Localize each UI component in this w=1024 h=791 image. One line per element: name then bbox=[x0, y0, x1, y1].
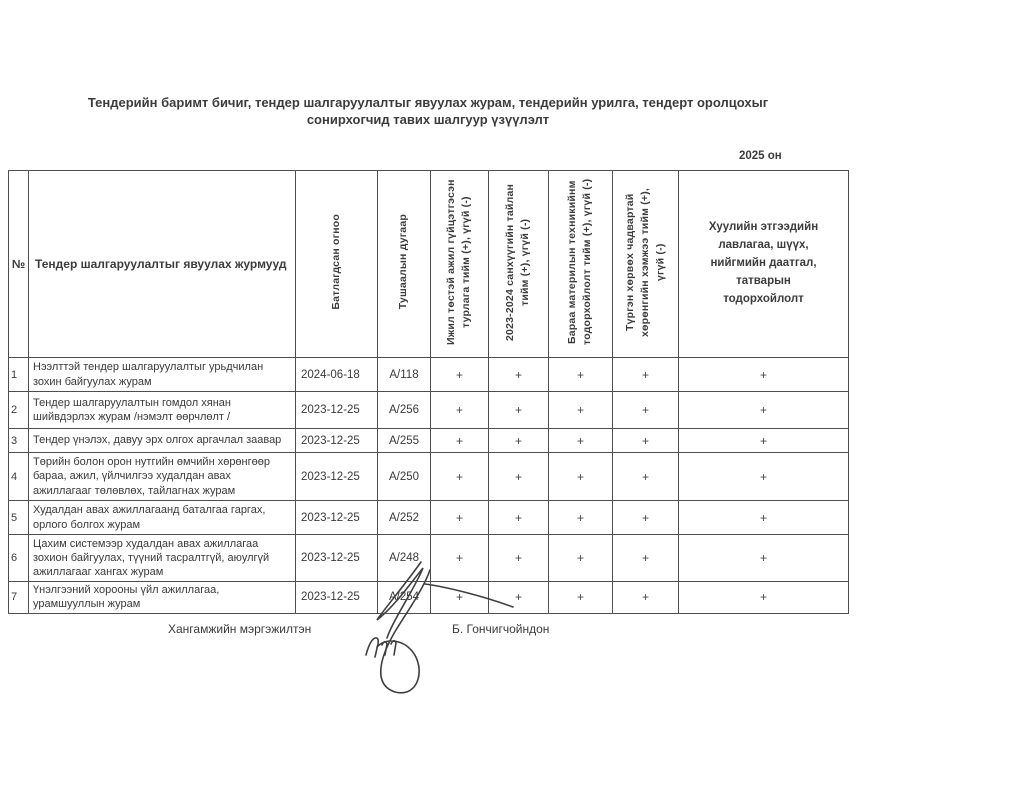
row-number: 3 bbox=[9, 429, 29, 453]
similar-work-mark: + bbox=[431, 582, 489, 614]
col-header-liquid-assets: Түргэн хөрвөх чадвартай хөрөнгийн хэмжээ тийм (+), үгүй (-) bbox=[613, 171, 679, 358]
similar-work-mark: + bbox=[431, 535, 489, 582]
technical-spec-mark: + bbox=[549, 453, 613, 501]
order-number: А/248 bbox=[378, 535, 431, 582]
legal-references-mark: + bbox=[679, 535, 849, 582]
year-label: 2025 он bbox=[739, 150, 782, 162]
liquid-assets-mark: + bbox=[613, 501, 679, 535]
order-number: А/118 bbox=[378, 358, 431, 392]
row-number: 7 bbox=[9, 582, 29, 614]
row-number: 2 bbox=[9, 392, 29, 429]
table-row bbox=[9, 501, 849, 535]
table-row bbox=[9, 358, 849, 392]
col-header-technical-spec: Бараа материлын техникийнм тодорхойлолт тийм (+), үгүй (-) bbox=[549, 171, 613, 358]
table-header-row bbox=[9, 171, 849, 358]
row-number: 1 bbox=[9, 358, 29, 392]
procedure-name: Тендер шалгаруулалтын гомдол хянан шийвдэрлэх журам /нэмэлт өөрчлөлт / bbox=[29, 392, 296, 429]
liquid-assets-mark: + bbox=[613, 582, 679, 614]
approved-date: 2023-12-25 bbox=[296, 453, 378, 501]
row-number: 6 bbox=[9, 535, 29, 582]
table-row bbox=[9, 429, 849, 453]
col-header-number: № bbox=[9, 171, 29, 358]
similar-work-mark: + bbox=[431, 453, 489, 501]
liquid-assets-mark: + bbox=[613, 535, 679, 582]
order-number: А/252 bbox=[378, 501, 431, 535]
legal-references-mark: + bbox=[679, 501, 849, 535]
similar-work-mark: + bbox=[431, 392, 489, 429]
row-number: 5 bbox=[9, 501, 29, 535]
financial-report-mark: + bbox=[489, 392, 549, 429]
col-header-order-number: Тушаалын дугаар bbox=[378, 171, 431, 358]
legal-references-mark: + bbox=[679, 392, 849, 429]
approved-date: 2023-12-25 bbox=[296, 535, 378, 582]
technical-spec-mark: + bbox=[549, 358, 613, 392]
document-title-line1: Тендерийн баримт бичиг, тендер шалгаруулалтыг явуулах журам, тендерийн урилга, тендерт оролцохыг bbox=[87, 95, 769, 110]
procedure-name: Төрийн болон орон нутгийн өмчийн хөрөнгөөр бараа, ажил, үйлчилгээ худалдан авах ажиллагааг төлөвлөх, тайлагнах журам bbox=[29, 453, 296, 501]
order-number: А/256 bbox=[378, 392, 431, 429]
col-header-procedure-name: Тендер шалгаруулалтыг явуулах журмууд bbox=[29, 171, 296, 358]
procedure-name: Цахим системээр худалдан авах ажиллагаа зохион байгуулах, түүний тасралтгүй, аюулгүй ажиллагааг хангах журам bbox=[29, 535, 296, 582]
procedures-table bbox=[8, 170, 849, 614]
table-row bbox=[9, 392, 849, 429]
liquid-assets-mark: + bbox=[613, 358, 679, 392]
financial-report-mark: + bbox=[489, 501, 549, 535]
row-number: 4 bbox=[9, 453, 29, 501]
similar-work-mark: + bbox=[431, 429, 489, 453]
legal-references-mark: + bbox=[679, 582, 849, 614]
similar-work-mark: + bbox=[431, 358, 489, 392]
approved-date: 2024-06-18 bbox=[296, 358, 378, 392]
legal-references-mark: + bbox=[679, 429, 849, 453]
approved-date: 2023-12-25 bbox=[296, 429, 378, 453]
specialist-title: Хангамжийн мэргэжилтэн bbox=[168, 622, 312, 636]
procedure-name: Тендер үнэлэх, давуу эрх олгох аргачлал заавар bbox=[29, 429, 296, 453]
order-number: А/254 bbox=[378, 582, 431, 614]
approved-date: 2023-12-25 bbox=[296, 501, 378, 535]
col-header-legal-references: Хуулийн этгээдийн лавлагаа, шүүх, нийгмийн даатгал, татварын тодорхойлолт bbox=[679, 171, 849, 358]
financial-report-mark: + bbox=[489, 582, 549, 614]
technical-spec-mark: + bbox=[549, 501, 613, 535]
liquid-assets-mark: + bbox=[613, 392, 679, 429]
technical-spec-mark: + bbox=[549, 429, 613, 453]
order-number: А/255 bbox=[378, 429, 431, 453]
financial-report-mark: + bbox=[489, 535, 549, 582]
technical-spec-mark: + bbox=[549, 535, 613, 582]
procedure-name: Худалдан авах ажиллагаанд баталгаа гаргах, орлого болгох журам bbox=[29, 501, 296, 535]
financial-report-mark: + bbox=[489, 358, 549, 392]
financial-report-mark: + bbox=[489, 453, 549, 501]
legal-references-mark: + bbox=[679, 358, 849, 392]
liquid-assets-mark: + bbox=[613, 429, 679, 453]
financial-report-mark: + bbox=[489, 429, 549, 453]
similar-work-mark: + bbox=[431, 501, 489, 535]
col-header-approved-date: Батлагдсан огноо bbox=[296, 171, 378, 358]
liquid-assets-mark: + bbox=[613, 453, 679, 501]
approved-date: 2023-12-25 bbox=[296, 582, 378, 614]
table-row bbox=[9, 453, 849, 501]
technical-spec-mark: + bbox=[549, 582, 613, 614]
document-title-line2: сонирхогчид тавих шалгуур үзүүлэлт bbox=[306, 112, 550, 127]
document-title bbox=[8, 94, 848, 128]
col-header-financial-report: 2023-2024 санхүүгийн тайлан тийм (+), үгүй (-) bbox=[489, 171, 549, 358]
col-header-similar-work: Ижил төстэй ажил гүйцэтгэсэн турлага тийм (+), үгүй (-) bbox=[431, 171, 489, 358]
signer-name: Б. Гончигчойндон bbox=[452, 622, 550, 636]
procedure-name: Нээлттэй тендер шалгаруулалтыг урьдчилан зохин байгуулах журам bbox=[29, 358, 296, 392]
approved-date: 2023-12-25 bbox=[296, 392, 378, 429]
order-number: А/250 bbox=[378, 453, 431, 501]
technical-spec-mark: + bbox=[549, 392, 613, 429]
legal-references-mark: + bbox=[679, 453, 849, 501]
procedure-name: Үнэлгээний хорооны үйл ажиллагаа, урамшууллын журам bbox=[29, 582, 296, 614]
